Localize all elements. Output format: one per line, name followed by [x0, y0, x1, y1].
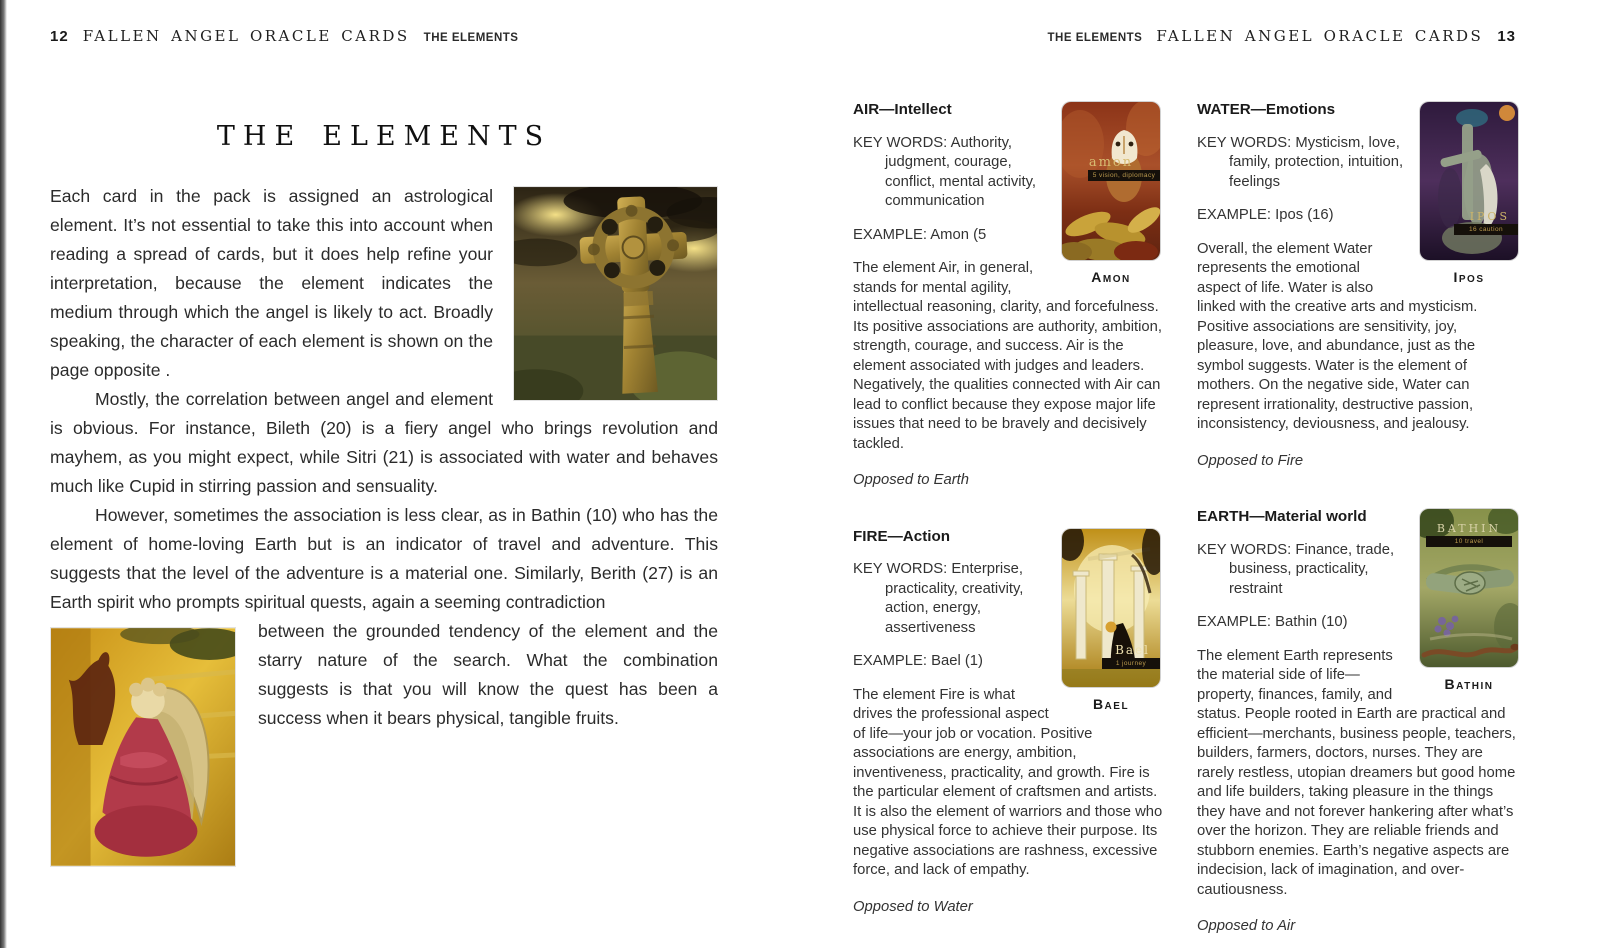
earth-heading: EARTH—Material world: [1197, 508, 1367, 525]
bathin-card: [1420, 509, 1518, 667]
water-opposed: Opposed to Fire: [1197, 452, 1304, 469]
amon-card-art-owl: [1062, 102, 1160, 260]
fire-example: EXAMPLE: Bael (1): [853, 653, 983, 669]
angel-statue-photo: [50, 627, 236, 867]
air-example: EXAMPLE: Amon (5: [853, 226, 987, 243]
bathin-card-title: BATHIN: [1436, 522, 1502, 535]
page-number-left: 12: [50, 28, 69, 45]
left-page: [50, 110, 718, 867]
amon-card-caption: Amon: [1091, 269, 1131, 285]
ipos-card-art-statue: [1420, 102, 1518, 260]
bathin-card-banner: 10 travel: [1426, 536, 1512, 547]
bael-card-figure: [1059, 529, 1163, 712]
ipos-card-banner: 16 caution: [1454, 224, 1518, 235]
ipos-card-title: IPOS: [1469, 210, 1510, 223]
water-keywords: KEY WORDS: Mysticism, love, family, protection, intuition, feelings: [1197, 134, 1404, 190]
amon-card-figure: [1059, 102, 1163, 285]
fire-keywords: KEY WORDS: Enterprise, practicality, creativity, action, energy, assertiveness: [853, 561, 1024, 636]
angel-statue-illustration: [50, 627, 236, 867]
left-page-body: [50, 182, 718, 733]
fire-heading: FIRE—Action: [853, 527, 951, 545]
water-body: Overall, the element Water represents the emotional aspect of life. Water is also linked with the creative arts and mysticism. Positive associations are sensitivity, joy, pleasure, love, and abundance, just as the symbol suggests. Water is the element of mothers. On the negative side, Water can represent irrationality, destructive passion, inconsistency, deviousness, and jealousy.: [1197, 240, 1478, 432]
page-number-right: 13: [1497, 28, 1516, 45]
paragraph-3: However, sometimes the association is less clear, as in Bathin (10) who has the element of home-loving Earth but is an indicator of travel and adventure. This suggests that the level of the adventure is a material one. Similarly, Berith (27) is an Earth spirit who prompts spiritual quests, again a seeming contradiction: [50, 505, 718, 612]
paragraph-1: Each card in the pack is assigned an astrological element. It’s not essential to take this into account when reading a spread of cards, but it does help refine your interpretation, because the element indicates the medium through which the angel is likely to act. Broadly speaking, the character of each element is shown on the page opposite .: [50, 186, 493, 380]
section-fire: [853, 527, 1163, 918]
page-title: the elements: [216, 110, 552, 154]
book-edge-shadow: [0, 0, 7, 948]
bael-card: [1062, 529, 1160, 687]
fire-opposed: Opposed to Water: [853, 898, 973, 915]
air-body: The element Air, in general, stands for mental agility, intellectual reasoning, clarity, and forcefulness. Its positive associations are authority, ambition, strength, courage, and success. Air is the element associated with judges and leaders. Negatively, the qualities connected with Air can lead to conflict because they expose major life issues that need to be bravely and decisively tackled.: [853, 260, 1162, 452]
section-water: [1197, 100, 1521, 471]
running-header-left: [50, 22, 518, 47]
water-example: EXAMPLE: Ipos (16): [1197, 207, 1334, 223]
ipos-card-caption: Ipos: [1453, 269, 1485, 285]
water-heading: WATER—Emotions: [1197, 101, 1336, 118]
right-page-column-right: [1197, 100, 1521, 937]
bael-card-title: Bael: [1115, 642, 1150, 657]
amon-card-title: amon: [1088, 155, 1134, 170]
earth-keywords: KEY WORDS: Finance, trade, business, practicality, restraint: [1197, 541, 1395, 597]
amon-card-banner: 5 vision, diplomacy: [1088, 170, 1160, 181]
earth-body: The element Earth represents the material side of life—property, finances, family, and status. People rooted in Earth are practical and efficient—merchants, business people, teachers, builders, farmers, doctors, nurses. They are rarely restless, utopian dreamers but good home and life builders, taking pleasure in the things they have and not forever hankering after what’s over the horizon. They are reliable friends and stubborn enemies. Earth’s negative aspects are indecision, lack of imagination, and over-cautiousness.: [1197, 647, 1516, 898]
ipos-card: [1420, 102, 1518, 260]
amon-card: [1062, 102, 1160, 260]
earth-opposed: Opposed to Air: [1197, 918, 1296, 934]
chapter-label: THE ELEMENTS: [1047, 32, 1143, 44]
fire-body: The element Fire is what drives the professional aspect of life—your job or vocation. Positive associations are energy, ambition, inventiveness, practicality, and growth. Fire is the particular element of craftsmen and artists. It is also the element of warriors and those who use physical force to achieve their purpose. Its negative associations are rashness, excessive force, and lack of empathy.: [853, 686, 1163, 878]
section-earth: [1197, 507, 1521, 937]
right-page-column-left: [853, 100, 1163, 917]
section-air: [853, 100, 1163, 491]
air-keywords: KEY WORDS: Authority, judgment, courage, conflict, mental activity, communication: [853, 134, 1037, 209]
air-heading: AIR—Intellect: [853, 101, 952, 118]
book-title: fallen angel oracle cards: [82, 22, 410, 47]
paragraph-3-continued: between the grounded tendency of the element and the starry nature of the search. What the combination suggests is that you will know the quest has been a success when it bears physical, tangible fruits.: [258, 621, 718, 728]
earth-example: EXAMPLE: Bathin (10): [1197, 614, 1348, 630]
ipos-card-figure: [1417, 102, 1521, 285]
bael-card-caption: Bael: [1092, 695, 1130, 712]
bathin-card-caption: Bathin: [1444, 676, 1494, 692]
bael-card-banner: 1 journey: [1102, 658, 1160, 669]
running-header-right: [1048, 22, 1516, 47]
celtic-cross-photo: [513, 186, 718, 401]
bathin-card-figure: [1417, 509, 1521, 692]
paragraph-2: Mostly, the correlation between angel and element is obvious. For instance, Bileth (20) is a fiery angel who brings revolution and mayhem, as you might expect, while Sitri (21) is associated with water and behaves much like Cupid in stirring passion and sensuality.: [50, 389, 718, 496]
air-opposed: Opposed to Earth: [853, 472, 969, 488]
celtic-cross-illustration: [513, 186, 718, 401]
chapter-label: THE ELEMENTS: [423, 32, 519, 44]
book-title: fallen angel oracle cards: [1156, 22, 1484, 47]
